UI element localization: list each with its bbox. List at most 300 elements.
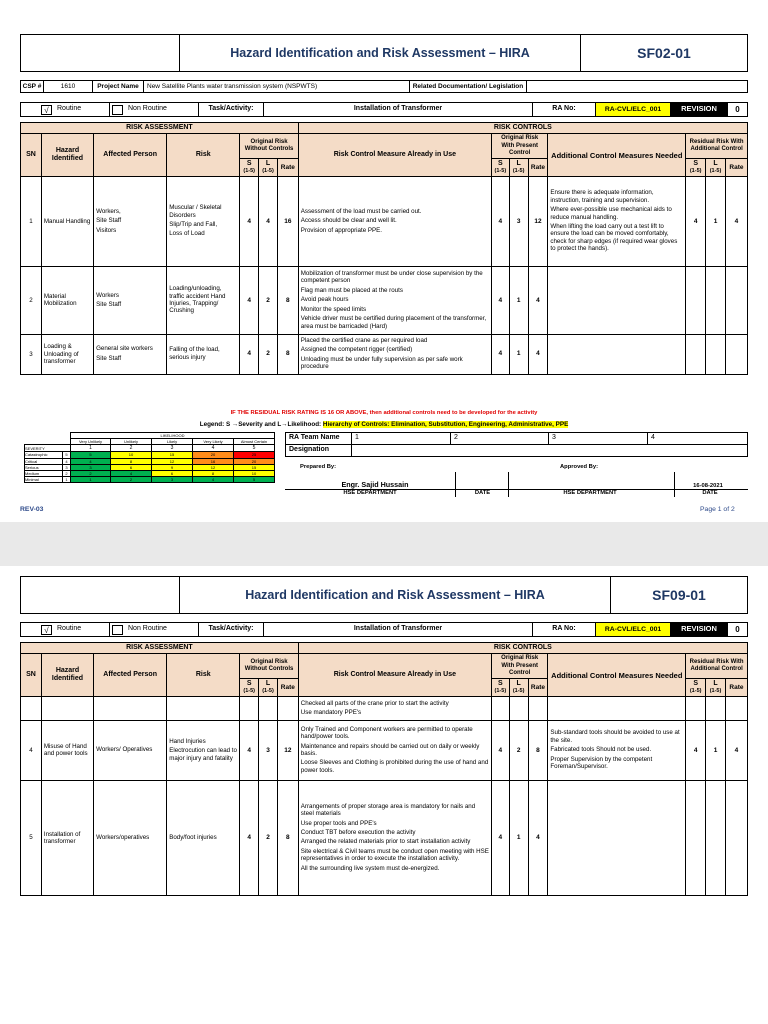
cell-controls-item: Assigned the competent rigger (certified) [300,346,413,354]
matrix-cell: 2 [71,470,111,476]
cell-risk-item: Loading/unloading, traffic accident Hand Injuries, Trapping/ Crushing [169,285,226,315]
routine-cell [20,622,110,637]
cell-s: 4 [240,780,259,895]
matrix-col-num: 5 [234,445,275,452]
col-scale-range: (1-5) [512,688,525,695]
col-s-scale [240,158,259,176]
header-row-2 [21,654,748,679]
col-rate: Rate [528,678,548,696]
matrix-cell: 25 [234,452,275,458]
col-l-scale [259,678,278,696]
col-s-scale [491,158,509,176]
cell-residual-s [686,780,706,895]
routine-checkbox[interactable]: √ [41,105,52,115]
col-original-with: Original Risk With Present Control [491,654,547,679]
cell-controls-item: Avoid peak hours [300,296,349,304]
cell-residual-rate [725,266,747,334]
cell-affected [94,266,167,334]
cell-risk-item: Muscular / Skeletal Disorders [169,204,222,219]
ra-team-2: 2 [450,432,549,445]
cell-affected [94,780,167,895]
ra-no-value: RA-CVL/ELC_001 [595,102,671,117]
table-row [21,696,748,720]
matrix-cell: 4 [111,470,152,476]
routine-label: Routine [57,625,82,633]
cell-hazard: Installation of transformer [41,780,93,895]
col-rate: Rate [725,158,747,176]
designation-value [351,444,748,457]
revision-value: 0 [727,622,748,637]
col-scale-range: (1-5) [709,168,722,175]
col-sn: SN [21,134,42,177]
col-s-letter: S [498,679,503,687]
cell-additional [548,696,686,720]
matrix-row-label: Minimal [25,477,63,483]
cell-present-l: 2 [509,720,528,780]
approved-date: 16-08-2021 [693,483,723,489]
cell-present-rate: 4 [528,266,548,334]
cell-residual-s [686,334,706,374]
matrix-cell: 12 [193,464,234,470]
prepared-date-label: DATE [474,490,491,496]
logo-box [20,34,180,72]
cell-controls-item: All the surrounding live system must de-energized. [300,864,440,872]
cell-controls-item: Use mandatory PPE's [300,708,362,716]
matrix-row-label: Serious [25,464,63,470]
cell-affected [94,696,167,720]
matrix-cell: 20 [234,458,275,464]
matrix-cell: 4 [71,458,111,464]
col-additional: Additional Control Measures Needed [548,654,686,697]
cell-residual-l: 1 [706,176,726,266]
nonroutine-checkbox[interactable] [112,105,123,115]
matrix-cell: 10 [111,452,152,458]
risk-assessment-table [20,642,748,896]
cell-residual-rate [725,780,747,895]
matrix-cell: 3 [71,464,111,470]
cell-sn: 5 [21,780,42,895]
legend [0,421,768,428]
cell-present-s: 4 [491,334,509,374]
col-control-measure: Risk Control Measure Already in Use [298,654,491,697]
table-header [21,123,748,177]
cell-additional-item: Where ever-possible use mechanical aids to reduce manual handling. [550,206,672,221]
col-scale-range: (1-5) [262,688,274,695]
col-scale-range: (1-5) [709,688,722,695]
col-scale-range: (1-5) [494,168,507,175]
risk-matrix [24,432,275,483]
matrix-cell: 2 [111,477,152,483]
matrix-cell: 5 [71,452,111,458]
cell-present-s: 4 [491,780,509,895]
related-doc-label: Related Documentation/ Legislation [409,80,527,93]
cell-s: 4 [240,266,259,334]
cell-rate [277,696,298,720]
cell-affected-item: Site Staff [96,354,122,362]
nonroutine-cell [109,102,199,117]
cell-risk [167,696,240,720]
cell-controls-item: Mobilization of transformer must be under close supervision by the competent person [300,269,483,285]
project-value: New Satellite Plants water transmission system (NSPWTS) [143,80,410,93]
cell-controls-item: Provision of appropriate PPE. [300,226,382,234]
cell-residual-rate: 4 [725,720,747,780]
cell-rate: 12 [277,720,298,780]
col-scale-range: (1-5) [243,688,256,695]
routine-cell [20,102,110,117]
matrix-cell: 4 [193,477,234,483]
cell-controls-item: Use proper tools and PPE's [300,819,377,827]
matrix-cell: 3 [152,477,193,483]
matrix-col-label: Very Likely [193,439,234,445]
prepared-by-label: Prepared By: [300,464,337,470]
risk-controls-heading: RISK CONTROLS [298,123,747,134]
cell-present-l [509,696,528,720]
csp-label: CSP # [20,80,44,93]
cell-additional-item: Fabricated tools Should not be used. [550,746,652,754]
col-hazard: Hazard Identified [41,654,93,697]
col-s-letter: S [693,679,698,687]
ra-team-3: 3 [548,432,648,445]
cell-affected-item: Site Staff [96,217,122,225]
table-body [21,176,748,374]
cell-additional-item: Sub-standard tools should be avoided to use at the site. [550,729,680,744]
cell-hazard [41,696,93,720]
task-label: Task/Activity: [198,102,264,117]
cell-risk-item: Electrocution can lead to major injury and fatality [169,747,237,762]
cell-present-s: 4 [491,176,509,266]
cell-residual-s: 4 [686,720,706,780]
project-label: Project Name [92,80,144,93]
cell-present-s: 4 [491,266,509,334]
cell-additional-item: Proper Supervision by the competent Foreman/Supervisor. [550,755,653,771]
cell-controls-item: Vehicle driver must be certified during placement of the transformer, area must be barricaded (Hard) [300,315,487,330]
task-value: Installation of Transformer [263,622,533,637]
cell-affected-item: Site Staff [96,300,122,308]
cell-hazard: Loading & Unloading of transformer [41,334,93,374]
task-label: Task/Activity: [198,622,264,637]
cell-hazard: Misuse of Hand and power tools [41,720,93,780]
matrix-col-label: Unlikely [111,439,152,445]
matrix-cell: 1 [71,477,111,483]
cell-controls-item: Arranged the related materials prior to start installation activity [300,838,471,846]
col-residual: Residual Risk With Additional Control [686,654,748,679]
cell-present-l: 1 [509,334,528,374]
cell-residual-l: 1 [706,720,726,780]
matrix-row-num: 1 [63,477,71,483]
cell-controls [298,266,491,334]
cell-controls-item: Assessment of the load must be carried out. [300,207,422,215]
col-s-scale [686,678,706,696]
matrix-severity-label: SEVERITY [25,445,71,452]
col-affected: Affected Person [94,654,167,697]
cell-additional [548,720,686,780]
cell-controls-item: Placed the certified crane as per required load [300,336,428,344]
matrix-row-label: Critical [25,458,63,464]
col-scale-range: (1-5) [262,168,274,175]
cell-s: 4 [240,720,259,780]
cell-risk [167,266,240,334]
cell-present-rate: 4 [528,334,548,374]
col-l-scale [259,158,278,176]
matrix-col-label: Very Unlikely [71,439,111,445]
approved-hse-dept: HSE DEPARTMENT [563,490,617,496]
cell-controls-item: Access should be clear and well lit. [300,217,397,225]
cell-l: 2 [259,266,278,334]
cell-additional [548,266,686,334]
cell-present-l: 3 [509,176,528,266]
risk-controls-heading: RISK CONTROLS [298,643,747,654]
col-residual: Residual Risk With Additional Control [686,134,748,159]
cell-s: 4 [240,334,259,374]
ra-team-4: 4 [647,432,748,445]
csp-value: 1610 [43,80,93,93]
matrix-row-label: Catastrophic [25,452,63,458]
revision-label: REVISION [670,622,728,637]
cell-s [240,696,259,720]
cell-risk [167,176,240,266]
table-row [21,720,748,780]
hira-page-2 [0,566,768,1024]
cell-residual-rate [725,334,747,374]
col-scale-range: (1-5) [243,168,256,175]
cell-s: 4 [240,176,259,266]
cell-risk-item: Loss of Load [169,230,205,238]
cell-rate: 8 [277,266,298,334]
table-row [21,780,748,895]
col-scale-range: (1-5) [512,168,525,175]
nonroutine-label: Non Routine [128,625,167,633]
signature-divider-1 [455,472,456,497]
col-additional: Additional Control Measures Needed [548,134,686,177]
cell-present-s [491,696,509,720]
cell-controls-item: Site electrical & Civil teams must be conduct open meeting with HSE representatives in order to execute the installation activity. [300,847,489,863]
cell-additional [548,176,686,266]
matrix-cell: 6 [152,470,193,476]
cell-risk-item: Body/foot injuries [169,833,217,841]
col-original-without: Original Risk Without Controls [240,134,298,159]
related-doc-value [526,80,748,93]
matrix-col-label: Almost Certain [234,439,275,445]
nonroutine-label: Non Routine [128,105,167,113]
cell-risk [167,780,240,895]
nonroutine-checkbox[interactable] [112,625,123,635]
col-s-scale [686,158,706,176]
cell-affected-item: Visitors [96,226,117,234]
revision-value: 0 [727,102,748,117]
cell-risk [167,334,240,374]
cell-controls-item: Unloading must be under fully supervision as per safe work procedure [300,355,463,371]
cell-sn: 3 [21,334,42,374]
cell-controls-item: Arrangements of proper storage area is mandatory for nails and steel materials [300,802,476,818]
cell-l: 2 [259,780,278,895]
cell-controls-item: Maintenance and repairs should be carried out on daily or weekly basis. [300,742,480,757]
col-rate: Rate [277,678,298,696]
table-header [21,643,748,697]
cell-l: 3 [259,720,278,780]
risk-assessment-heading: RISK ASSESSMENT [21,643,299,654]
col-rate: Rate [725,678,747,696]
matrix-col-num: 1 [71,445,111,452]
matrix-col-num: 2 [111,445,152,452]
legend-prefix: Legend: S →Severity and L→Likelihood: [199,421,322,428]
col-s-scale [491,678,509,696]
revision-footer: REV-03 [20,506,44,513]
cell-controls-item: Monitor the speed limits [300,305,367,313]
cell-affected-item: Workers/ Operatives [96,746,153,754]
col-control-measure: Risk Control Measure Already in Use [298,134,491,177]
cell-hazard: Manual Handling [41,176,93,266]
cell-residual-l [706,334,726,374]
col-scale-range: (1-5) [689,168,702,175]
ra-team-1: 1 [351,432,451,445]
matrix-row-num: 4 [63,458,71,464]
prepared-hse-dept: HSE DEPARTMENT [343,490,397,496]
matrix-row-num: 3 [63,464,71,470]
cell-present-l: 1 [509,780,528,895]
cell-residual-l [706,780,726,895]
cell-sn: 4 [21,720,42,780]
cell-l: 4 [259,176,278,266]
legend-hierarchy: Hierarchy of Controls: Elimination, Substitution, Engineering, Administrative, PPE [322,421,569,428]
col-original-with: Original Risk With Present Control [491,134,547,159]
cell-residual-s [686,266,706,334]
risk-matrix-body [25,433,275,483]
approved-date-label: DATE [702,490,718,496]
cell-risk-item: Hand Injuries [169,737,206,745]
cell-rate: 8 [277,780,298,895]
task-value: Installation of Transformer [263,102,533,117]
residual-risk-note: IF THE RESIDUAL RISK RATING IS 16 OR ABOVE, then additional controls need to be developed for the activity [230,410,538,416]
col-risk: Risk [167,654,240,697]
col-scale-range: (1-5) [494,688,507,695]
designation-label: Designation [285,444,352,457]
risk-assessment-table [20,122,748,375]
cell-controls [298,780,491,895]
col-l-letter: L [516,679,521,687]
cell-residual-rate: 4 [725,176,747,266]
matrix-cell: 8 [111,458,152,464]
col-hazard: Hazard Identified [41,134,93,177]
cell-rate: 16 [277,176,298,266]
cell-affected-item: Workers, [96,207,121,215]
cell-l: 2 [259,334,278,374]
cell-sn [21,696,42,720]
ra-team-label: RA Team Name [285,432,352,445]
cell-controls-item: Flag man must be placed at the routs [300,286,403,294]
col-l-letter: L [265,679,271,687]
cell-l [259,696,278,720]
matrix-cell: 6 [111,464,152,470]
cell-affected-item: Workers/operatives [96,833,150,841]
form-code: SF09-01 [610,576,748,614]
cell-controls [298,176,491,266]
matrix-cell: 5 [234,477,275,483]
col-original-without: Original Risk Without Controls [240,654,298,679]
cell-present-rate: 4 [528,780,548,895]
cell-controls-item: Loose Sleeves and Clothing is prohibited during the use of hand and power tools. [300,759,489,774]
col-l-scale [706,678,726,696]
cell-residual-rate [725,696,747,720]
signature-divider-2 [508,472,509,497]
col-l-scale [706,158,726,176]
cell-controls [298,334,491,374]
cell-residual-s: 4 [686,176,706,266]
col-l-scale [509,158,528,176]
routine-checkbox[interactable]: √ [41,625,52,635]
col-s-letter: S [246,159,252,167]
header-row-1 [21,643,748,654]
ra-no-label: RA No: [532,622,596,637]
cell-present-s: 4 [491,720,509,780]
matrix-col-nums [25,445,275,452]
cell-additional-item: Ensure there is adequate information, instruction, training and supervision. [550,189,654,204]
header-row-1 [21,123,748,134]
col-scale-range: (1-5) [689,688,702,695]
col-s-letter: S [246,679,252,687]
page-number: Page 1 of 2 [700,506,735,513]
cell-residual-l [706,266,726,334]
cell-controls-item: Only Trained and Component workers are permitted to operate hand/power tools. [300,725,473,741]
nonroutine-cell [109,622,199,637]
preparer-name: Engr. Sajid Hussain [341,480,409,489]
cell-controls [298,696,491,720]
col-rate: Rate [277,158,298,176]
table-row [21,334,748,374]
cell-sn: 2 [21,266,42,334]
cell-controls-item: Checked all parts of the crane prior to start the activity [300,699,449,707]
col-s-scale [240,678,259,696]
form-code: SF02-01 [580,34,748,72]
document-title: Hazard Identification and Risk Assessment – HIRA [179,576,611,614]
cell-rate: 8 [277,334,298,374]
cell-present-l: 1 [509,266,528,334]
matrix-cell: 8 [193,470,234,476]
cell-hazard: Material Mobilization [41,266,93,334]
cell-additional [548,780,686,895]
routine-label: Routine [57,105,82,113]
matrix-row [25,477,275,483]
matrix-row-num: 2 [63,470,71,476]
col-l-letter: L [265,159,271,167]
header-row-2 [21,134,748,159]
cell-additional [548,334,686,374]
cell-risk-item: Slip/Trip and Fall, [169,220,218,228]
cell-additional-item: When lifting the load carry out a test lift to ensure the load can be moved comfortably, check for sharp edges (if required wear gloves to protect the hands). [550,222,678,253]
cell-present-rate: 8 [528,720,548,780]
col-l-letter: L [713,679,718,687]
ra-no-label: RA No: [532,102,596,117]
matrix-col-label: Likely [152,439,193,445]
col-l-scale [509,678,528,696]
cell-affected [94,334,167,374]
matrix-likelihood-label: LIKELIHOOD [71,433,275,439]
col-s-letter: S [693,159,698,167]
matrix-col-num: 3 [152,445,193,452]
cell-affected [94,720,167,780]
matrix-row-num: 5 [63,452,71,458]
ra-no-value: RA-CVL/ELC_001 [595,622,671,637]
col-s-letter: S [498,159,503,167]
cell-controls-item: Conduct TBT before execution the activity [300,829,416,836]
matrix-cell: 15 [234,464,275,470]
col-l-letter: L [713,159,718,167]
document-title: Hazard Identification and Risk Assessment – HIRA [179,34,581,72]
matrix-col-num: 4 [193,445,234,452]
cell-affected [94,176,167,266]
matrix-cell: 20 [193,452,234,458]
cell-residual-s [686,696,706,720]
matrix-cell: 12 [152,458,193,464]
